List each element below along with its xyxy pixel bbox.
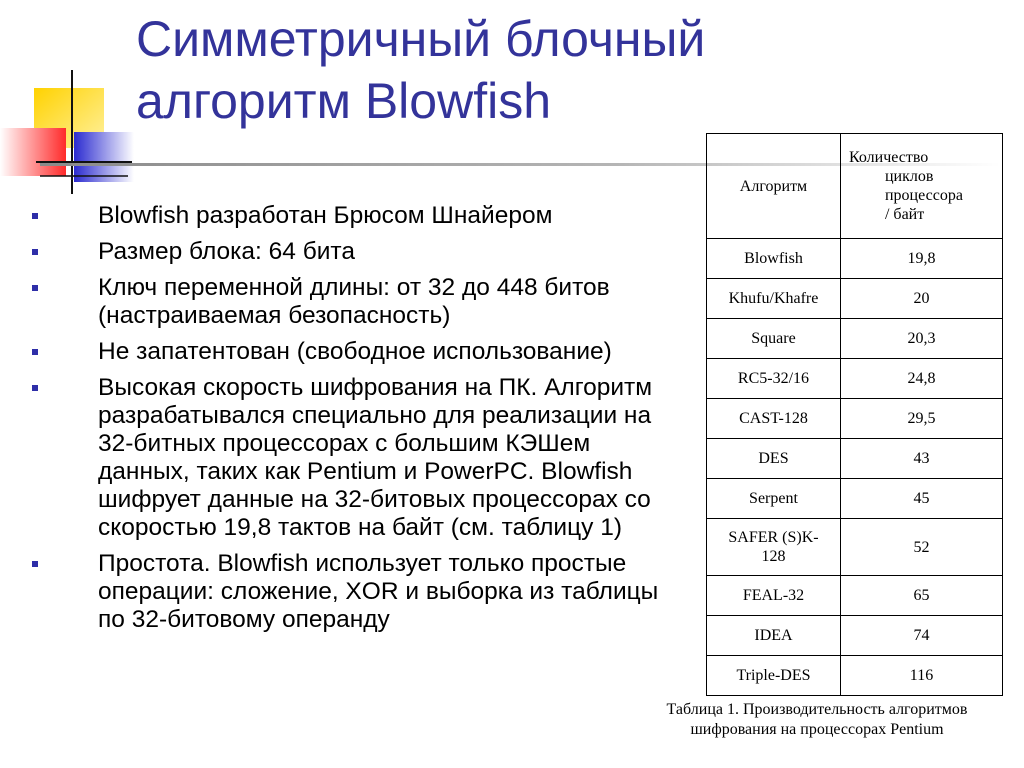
cell-cycles: 24,8 — [840, 359, 1002, 399]
bullet-text: Размер блока: 64 бита — [98, 238, 355, 265]
table-row — [707, 519, 1003, 576]
cell-cycles: 45 — [840, 479, 1002, 519]
header-algorithm: Алгоритм — [707, 134, 841, 239]
cell-cycles: 43 — [840, 439, 1002, 479]
table-row — [707, 616, 1003, 656]
header-cycles-line-2: циклов — [884, 168, 934, 185]
cell-cycles: 116 — [840, 656, 1002, 696]
cell-algorithm: Khufu/Khafre — [707, 279, 841, 319]
table-caption — [622, 700, 1012, 740]
cell-algorithm: Square — [707, 319, 841, 359]
cell-cycles: 20,3 — [840, 319, 1002, 359]
cell-algorithm: FEAL-32 — [707, 576, 841, 616]
table-caption-line-1: Таблица 1. Производительность алгоритмов — [666, 701, 968, 718]
list-item — [30, 238, 680, 266]
table-row — [707, 439, 1003, 479]
cell-cycles: 29,5 — [840, 399, 1002, 439]
cell-cycles: 20 — [840, 279, 1002, 319]
bullet-text: Blowfish разработан Брюсом Шнайером — [98, 202, 553, 229]
performance-table — [706, 133, 1003, 696]
cell-algorithm: Serpent — [707, 479, 841, 519]
table-row — [707, 279, 1003, 319]
cell-cycles: 65 — [840, 576, 1002, 616]
square-bullet-icon — [32, 249, 38, 255]
list-item — [30, 202, 680, 230]
table-row — [707, 399, 1003, 439]
header-cycles — [840, 134, 1002, 239]
slide-title-line-1: Симметричный блочный — [136, 11, 706, 67]
square-bullet-icon — [32, 213, 38, 219]
square-bullet-icon — [32, 285, 38, 291]
decorative-corner-ornament — [0, 70, 140, 200]
table-row — [707, 656, 1003, 696]
cell-algorithm — [707, 519, 841, 576]
bullet-text: Высокая скорость шифрования на ПК. Алгоритм разрабатывался специально для реализации на 32-битных процессорах с большим КЭШем данных, таких как Pentium и PowerPC. Blowfish шифрует данные на 32-битовых процессорах со скоростью 19,8 тактов на байт (см. таблицу 1) — [98, 374, 653, 541]
cell-algorithm: DES — [707, 439, 841, 479]
cell-algorithm: RC5-32/16 — [707, 359, 841, 399]
header-cycles-line-3: процессора — [884, 187, 963, 204]
table-row — [707, 239, 1003, 279]
bullet-list — [30, 202, 680, 642]
table-row — [707, 359, 1003, 399]
bullet-text: Простота. Blowfish использует только простые операции: сложение, XOR и выборка из таблицы по 32-битовому операнду — [98, 550, 659, 633]
list-item — [30, 550, 680, 634]
cell-algorithm-line-2: 128 — [761, 548, 786, 565]
cell-algorithm: IDEA — [707, 616, 841, 656]
table-row — [707, 576, 1003, 616]
square-bullet-icon — [32, 561, 38, 567]
slide-title — [136, 8, 996, 132]
list-item — [30, 338, 680, 366]
cell-algorithm: Triple-DES — [707, 656, 841, 696]
square-bullet-icon — [32, 385, 38, 391]
cell-cycles: 19,8 — [840, 239, 1002, 279]
cell-cycles: 52 — [840, 519, 1002, 576]
bullet-text: Не запатентован (свободное использование) — [98, 338, 612, 365]
cell-cycles: 74 — [840, 616, 1002, 656]
cell-algorithm-line-1: SAFER (S)K- — [728, 529, 819, 546]
square-bullet-icon — [32, 349, 38, 355]
cell-algorithm: Blowfish — [707, 239, 841, 279]
bullet-text: Ключ переменной длины: от 32 до 448 битов (настраиваемая безопасность) — [98, 274, 610, 329]
header-cycles-line-1: Количество — [848, 149, 929, 166]
list-item — [30, 374, 680, 542]
table-header-row — [707, 134, 1003, 239]
table-caption-line-2: шифрования на процессорах Pentium — [690, 721, 944, 738]
cell-algorithm: CAST-128 — [707, 399, 841, 439]
header-cycles-line-4: / байт — [884, 206, 925, 223]
list-item — [30, 274, 680, 330]
table-row — [707, 479, 1003, 519]
slide-title-line-2: алгоритм Blowfish — [136, 73, 552, 129]
table-row — [707, 319, 1003, 359]
